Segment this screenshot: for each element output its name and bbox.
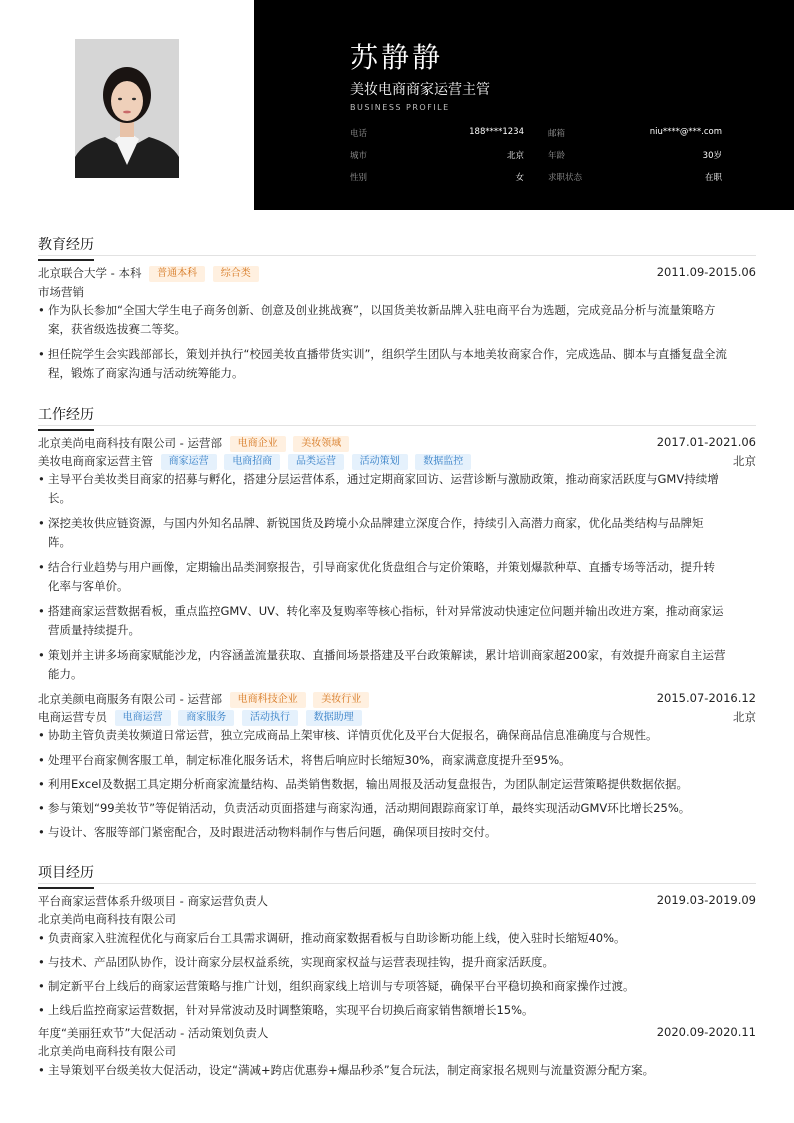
bullet-dot: • bbox=[38, 979, 45, 993]
position: 美妆电商商家运营主管 bbox=[38, 454, 153, 468]
bullet-dot: • bbox=[38, 516, 45, 530]
school-name: 北京联合大学 - 本科 bbox=[38, 266, 142, 280]
bullet-dot: • bbox=[38, 1003, 45, 1017]
info-label: 电话 bbox=[350, 129, 368, 139]
section-underline bbox=[38, 429, 94, 431]
bullet-line: 程，锻炼了商家沟通与活动统筹能力。 bbox=[48, 366, 244, 380]
tag: 普通本科 bbox=[149, 266, 205, 282]
project-title: 平台商家运营体系升级项目 - 商家运营负责人 bbox=[38, 894, 268, 908]
company-name: 北京美尚电商科技有限公司 - 运营部 bbox=[38, 436, 222, 450]
tag: 电商科技企业 bbox=[230, 692, 306, 708]
section-heading: 工作经历 bbox=[38, 407, 94, 423]
project-title: 年度“美丽狂欢节”大促活动 - 活动策划负责人 bbox=[38, 1026, 269, 1040]
section-title-projects bbox=[38, 862, 94, 882]
tag: 数据监控 bbox=[415, 454, 471, 470]
bullet-line: 上线后监控商家运营数据，针对异常波动及时调整策略，实现平台切换后商家销售额增长15%。 bbox=[48, 1003, 534, 1017]
date-range: 2019.03-2019.09 bbox=[656, 893, 756, 907]
profile-photo-illustration bbox=[75, 39, 179, 178]
bullet-line: 参与策划“99美妆节”等促销活动，负责活动页面搭建与商家沟通，活动期间跟踪商家订单，最终实现活动GMV环比增长25%。 bbox=[48, 801, 691, 815]
bullet-line: 处理平台商家侧客服工单，制定标准化服务话术，将售后响应时长缩短30%，商家满意度提升至95%。 bbox=[48, 753, 571, 767]
info-value: 30岁 bbox=[702, 151, 722, 161]
profile-photo bbox=[75, 39, 179, 178]
section-divider bbox=[38, 255, 756, 256]
info-label: 城市 bbox=[350, 151, 368, 161]
bullet-dot: • bbox=[38, 955, 45, 969]
bullet-line: 阵。 bbox=[48, 535, 71, 549]
section-heading: 教育经历 bbox=[38, 237, 94, 253]
info-value: 女 bbox=[515, 173, 524, 183]
bullet-line: 案，获省级选拔赛二等奖。 bbox=[48, 322, 186, 336]
date-range: 2020.09-2020.11 bbox=[656, 1025, 756, 1039]
tag: 综合类 bbox=[213, 266, 259, 282]
info-label: 年龄 bbox=[548, 151, 566, 161]
bullet-line: 与技术、产品团队协作，设计商家分层权益系统，实现商家权益与运营表现挂钩，提升商家活跃度。 bbox=[48, 955, 554, 969]
bullet-line: 深挖美妆供应链资源，与国内外知名品牌、新锐国货及跨境小众品牌建立深度合作，持续引入高潜力商家，优化品类结构与品牌矩 bbox=[48, 516, 704, 530]
section-title-work bbox=[38, 404, 94, 424]
section-underline bbox=[38, 259, 94, 261]
company-name: 北京美颜电商服务有限公司 - 运营部 bbox=[38, 692, 222, 706]
bullet-line: 主导平台美妆类目商家的招募与孵化，搭建分层运营体系，通过定期商家回访、运营诊断与激励政策，推动商家活跃度与GMV持续增 bbox=[48, 472, 719, 486]
header-info-panel bbox=[254, 0, 794, 210]
job-position-row bbox=[38, 709, 756, 726]
bullet-dot: • bbox=[38, 472, 45, 486]
bullet-line: 利用Excel及数据工具定期分析商家流量结构、品类销售数据，输出周报及活动复盘报告，为团队制定运营策略提供数据依据。 bbox=[48, 777, 688, 791]
tag: 活动执行 bbox=[242, 710, 298, 726]
info-value: 188****1234 bbox=[469, 127, 524, 137]
bullet-dot: • bbox=[38, 303, 45, 317]
bullet-line: 与设计、客服等部门紧密配合，及时跟进活动物料制作与售后问题，确保项目按时交付。 bbox=[48, 825, 497, 839]
bullet-line: 负责商家入驻流程优化与商家后台工具需求调研，推动商家数据看板与自助诊断功能上线，使入驻时长缩短40%。 bbox=[48, 931, 626, 945]
bullet-line: 协助主管负责美妆频道日常运营，独立完成商品上架审核、详情页优化及平台大促报名，确保商品信息准确度与合规性。 bbox=[48, 728, 658, 742]
bullet-dot: • bbox=[38, 931, 45, 945]
project-header-row bbox=[38, 893, 756, 909]
bullet-dot: • bbox=[38, 648, 45, 662]
job-header-row bbox=[38, 435, 756, 452]
bullet-dot: • bbox=[38, 753, 45, 767]
bullet-line: 化率与客单价。 bbox=[48, 579, 129, 593]
bullet-line: 营质量持续提升。 bbox=[48, 623, 140, 637]
tag: 数据助理 bbox=[306, 710, 362, 726]
tag: 活动策划 bbox=[352, 454, 408, 470]
info-value: niu****@***.com bbox=[649, 127, 722, 137]
project-header-row bbox=[38, 1025, 756, 1041]
tag: 电商企业 bbox=[230, 436, 286, 452]
info-label: 性别 bbox=[350, 173, 368, 183]
project-company: 北京美尚电商科技有限公司 bbox=[38, 1044, 176, 1058]
candidate-title: 美妆电商商家运营主管 bbox=[350, 82, 490, 98]
bullet-dot: • bbox=[38, 1063, 45, 1077]
section-divider bbox=[38, 883, 756, 884]
section-heading: 项目经历 bbox=[38, 865, 94, 881]
tag: 电商运营 bbox=[115, 710, 171, 726]
info-label: 求职状态 bbox=[548, 173, 583, 183]
bullet-dot: • bbox=[38, 825, 45, 839]
section-divider bbox=[38, 425, 756, 426]
bullet-line: 策划并主讲多场商家赋能沙龙，内容涵盖流量获取、直播间场景搭建及平台政策解读，累计培训商家超200家，有效提升商家自主运营 bbox=[48, 648, 726, 662]
tag: 电商招商 bbox=[224, 454, 280, 470]
major: 市场营销 bbox=[38, 285, 84, 299]
tag: 品类运营 bbox=[288, 454, 344, 470]
project-company: 北京美尚电商科技有限公司 bbox=[38, 912, 176, 926]
date-range: 2011.09-2015.06 bbox=[656, 265, 756, 279]
bullet-dot: • bbox=[38, 347, 45, 361]
bullet-dot: • bbox=[38, 728, 45, 742]
position: 电商运营专员 bbox=[38, 710, 107, 724]
tag: 美妆领域 bbox=[293, 436, 349, 452]
project-company-row bbox=[38, 1043, 756, 1059]
bullet-dot: • bbox=[38, 560, 45, 574]
bullet-line: 制定新平台上线后的商家运营策略与推广计划，组织商家线上培训与专项答疑，确保平台平稳切换和商家操作过渡。 bbox=[48, 979, 635, 993]
bullet-line: 担任院学生会实践部部长，策划并执行“校园美妆直播带货实训”，组织学生团队与本地美妆商家合作，完成选品、脚本与直播复盘全流 bbox=[48, 347, 727, 361]
candidate-name: 苏静静 bbox=[350, 41, 444, 74]
business-profile-label: BUSINESS PROFILE bbox=[350, 103, 450, 112]
bullet-line: 搭建商家运营数据看板，重点监控GMV、UV、转化率及复购率等核心指标，针对异常波动快速定位问题并输出改进方案，推动商家运 bbox=[48, 604, 724, 618]
job-city: 北京 bbox=[733, 710, 756, 724]
date-range: 2015.07-2016.12 bbox=[656, 691, 756, 705]
section-underline bbox=[38, 887, 94, 889]
bullet-line: 结合行业趋势与用户画像，定期输出品类洞察报告，引导商家优化货盘组合与定价策略，并策划爆款种草、直播专场等活动，提升转 bbox=[48, 560, 715, 574]
date-range: 2017.01-2021.06 bbox=[656, 435, 756, 449]
bullet-line: 作为队长参加“全国大学生电子商务创新、创意及创业挑战赛”，以国货美妆新品牌入驻电商平台为选题，完成竞品分析与流量策略方 bbox=[48, 303, 716, 317]
resume-header bbox=[0, 0, 794, 210]
info-label: 邮箱 bbox=[548, 129, 566, 139]
tag: 美妆行业 bbox=[313, 692, 369, 708]
project-company-row bbox=[38, 911, 756, 927]
bullet-line: 主导策划平台级美妆大促活动，设定“满减+跨店优惠券+爆品秒杀”复合玩法，制定商家报名规则与流量资源分配方案。 bbox=[48, 1063, 655, 1077]
section-title-education bbox=[38, 234, 94, 254]
bullet-line: 长。 bbox=[48, 491, 71, 505]
info-value: 在职 bbox=[704, 173, 722, 183]
bullet-dot: • bbox=[38, 604, 45, 618]
major-row bbox=[38, 284, 756, 300]
education-header-row bbox=[38, 265, 756, 282]
job-city: 北京 bbox=[733, 454, 756, 468]
bullet-dot: • bbox=[38, 777, 45, 791]
job-header-row bbox=[38, 691, 756, 708]
bullet-dot: • bbox=[38, 801, 45, 815]
tag: 商家运营 bbox=[161, 454, 217, 470]
tag: 商家服务 bbox=[178, 710, 234, 726]
job-position-row bbox=[38, 453, 756, 470]
info-value: 北京 bbox=[506, 151, 524, 161]
bullet-line: 能力。 bbox=[48, 667, 83, 681]
